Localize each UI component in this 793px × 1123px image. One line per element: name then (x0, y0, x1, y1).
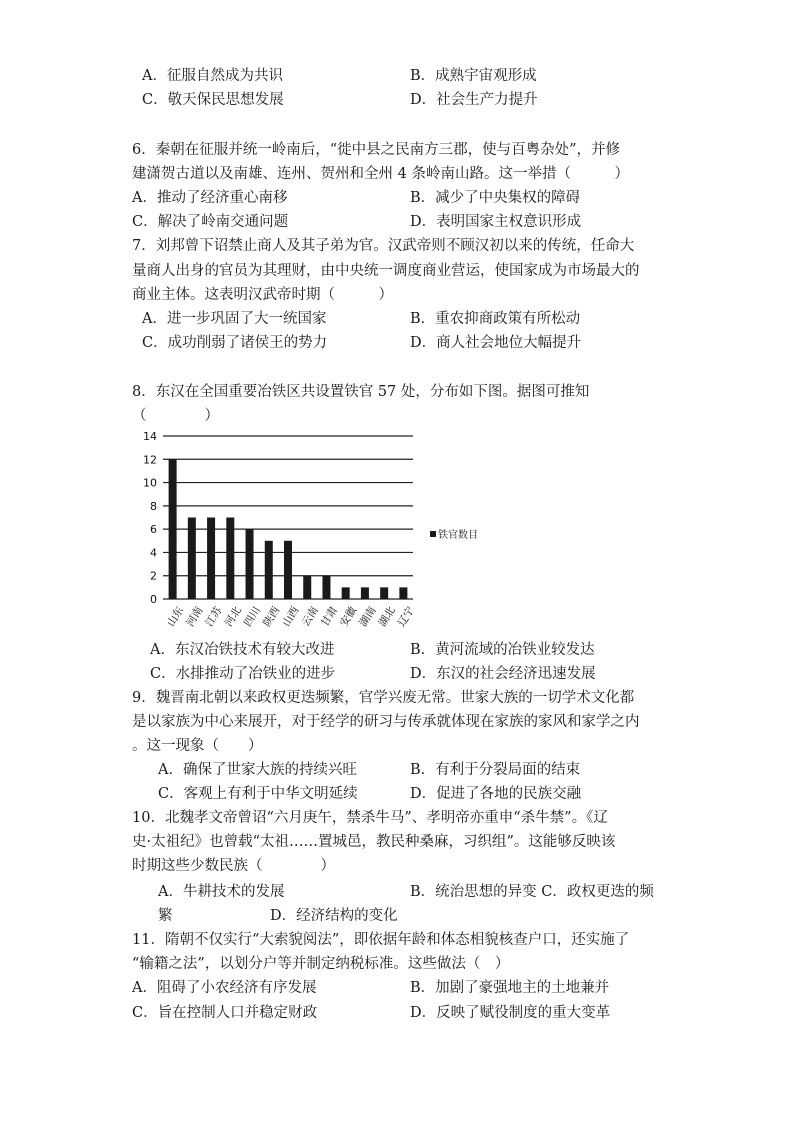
iron-office-bar-chart (138, 428, 498, 640)
y-tick-label: 12 (143, 453, 157, 467)
bar (342, 587, 350, 599)
y-tick-label: 8 (150, 499, 157, 513)
q10-stem-line-2: 史·太祖纪》也曾载“太祖……置城邑，教民种桑麻，习织组”。这能够反映该 (132, 834, 616, 850)
q6-stem-line-1: 6．秦朝在征服并统一岭南后，“徙中县之民南方三郡，使与百粤杂处”，并修 (132, 142, 621, 158)
q6-option-a: A．推动了经济重心南移 (132, 190, 288, 206)
q8-stem-line-1: 8．东汉在全国重要冶铁区共设置铁官 57 处，分布如下图。据图可推知 (132, 384, 590, 400)
q6-stem-line-2: 建潇贺古道以及南雄、连州、贺州和全州 4 条岭南山路。这一举措（ ） (132, 166, 629, 182)
y-tick-label: 4 (150, 546, 157, 560)
q5-option-c: C．敬天保民思想发展 (142, 92, 284, 108)
q9-stem-line-1: 9．魏晋南北朝以来政权更迭频繁，官学兴废无常。世家大族的一切学术文化都 (132, 690, 635, 706)
x-tick-label: 江苏 (203, 604, 225, 629)
q9-option-d: D．促进了各地的民族交融 (410, 786, 582, 802)
q10-option-b-c: B．统治思想的异变 C．政权更迭的频 (410, 884, 654, 900)
q8-option-c: C．水排推动了冶铁业的进步 (150, 666, 336, 682)
x-tick-label: 辽宁 (395, 604, 418, 629)
q10-option-c-continued: 繁 (158, 908, 173, 924)
x-tick-label: 河南 (184, 604, 206, 629)
bar (188, 518, 196, 600)
q7-stem-line-3: 商业主体。这表明汉武帝时期（ ） (132, 287, 393, 303)
legend-swatch (430, 531, 436, 537)
bar (380, 587, 388, 599)
q7-stem-line-2: 量商人出身的官员为其理财，由中央统一调度商业营运，使国家成为市场最大的 (132, 263, 640, 279)
bar (169, 459, 177, 599)
x-tick-label: 河北 (222, 604, 244, 629)
bar (361, 587, 369, 599)
q5-option-a: A．征服自然成为共识 (142, 68, 283, 84)
q11-stem-line-2: “输籍之法”，以划分户等并制定纳税标准。这些做法（ ） (132, 956, 510, 972)
q6-option-c: C．解决了岭南交通问题 (132, 214, 289, 230)
q11-stem-line-1: 11．隋朝不仅实行“大索貌阅法”，即依据年龄和体态相貌核查户口，还实施了 (132, 932, 630, 948)
q7-option-d: D．商人社会地位大幅提升 (410, 335, 582, 351)
y-tick-label: 10 (143, 476, 157, 490)
bar (303, 576, 311, 599)
q9-option-c: C．客观上有利于中华文明延续 (158, 786, 358, 802)
q8-option-d: D．东汉的社会经济迅速发展 (410, 666, 596, 682)
bar (322, 576, 330, 599)
q7-option-b: B．重农抑商政策有所松动 (410, 311, 581, 327)
q6-option-b: B．减少了中央集权的障碍 (410, 190, 581, 206)
q7-stem-line-1: 7．刘邦曾下诏禁止商人及其子弟为官。汉武帝则不顾汉初以来的传统，任命大 (132, 238, 635, 254)
x-tick-label: 陕西 (261, 604, 283, 629)
q10-option-d: D．经济结构的变化 (270, 908, 398, 924)
q6-option-d: D．表明国家主权意识形成 (410, 214, 582, 230)
q9-stem-line-3: 。这一现象（ ） (132, 738, 263, 754)
bar (399, 587, 407, 599)
q5-option-d: D．社会生产力提升 (410, 92, 538, 108)
q9-stem-line-2: 是以家族为中心来展开，对于经学的研习与传承就体现在家族的家风和家学之内 (132, 714, 640, 730)
x-tick-label: 湖南 (357, 604, 379, 629)
q9-option-a: A．确保了世家大族的持续兴旺 (158, 762, 357, 778)
y-tick-label: 2 (150, 569, 157, 583)
y-tick-label: 14 (143, 430, 157, 443)
x-tick-label: 四川 (241, 604, 264, 629)
q5-option-b: B．成熟宇宙观形成 (410, 68, 537, 84)
q11-option-c: C．旨在控制人口并稳定财政 (132, 1005, 318, 1021)
q7-option-c: C．成功削弱了诸侯王的势力 (142, 335, 328, 351)
q11-option-b: B．加剧了豪强地主的土地兼并 (410, 980, 610, 996)
x-tick-label: 山西 (280, 604, 302, 629)
bar (226, 518, 234, 600)
bar (207, 518, 215, 600)
q8-option-b: B．黄河流域的冶铁业较发达 (410, 642, 595, 658)
q9-option-b: B．有利于分裂局面的结束 (410, 762, 581, 778)
bar (265, 541, 273, 599)
bar (246, 529, 254, 599)
q7-option-a: A．进一步巩固了大一统国家 (142, 311, 327, 327)
bar (284, 541, 292, 599)
x-tick-label: 云南 (299, 604, 321, 629)
y-tick-label: 0 (150, 593, 157, 606)
q10-stem-line-3: 时期这些少数民族（ ） (132, 858, 335, 874)
q8-option-a: A．东汉冶铁技术有较大改进 (150, 642, 335, 658)
y-tick-label: 6 (150, 523, 157, 537)
x-tick-label: 湖北 (376, 604, 398, 629)
q11-option-d: D．反映了赋役制度的重大变革 (410, 1005, 611, 1021)
q10-stem-line-1: 10．北魏孝文帝曾诏“六月庚午，禁杀牛马”、孝明帝亦重申“杀牛禁”。《辽 (132, 810, 608, 826)
legend-label: 铁官数目 (438, 530, 478, 541)
x-tick-label: 安徽 (338, 604, 360, 629)
x-tick-label: 山东 (164, 604, 187, 629)
q10-option-a: A．牛耕技术的发展 (158, 884, 285, 900)
q11-option-a: A．阻碍了小农经济有序发展 (132, 980, 317, 996)
x-tick-label: 甘肃 (318, 604, 341, 629)
q8-stem-line-2: （ ） (132, 408, 219, 424)
